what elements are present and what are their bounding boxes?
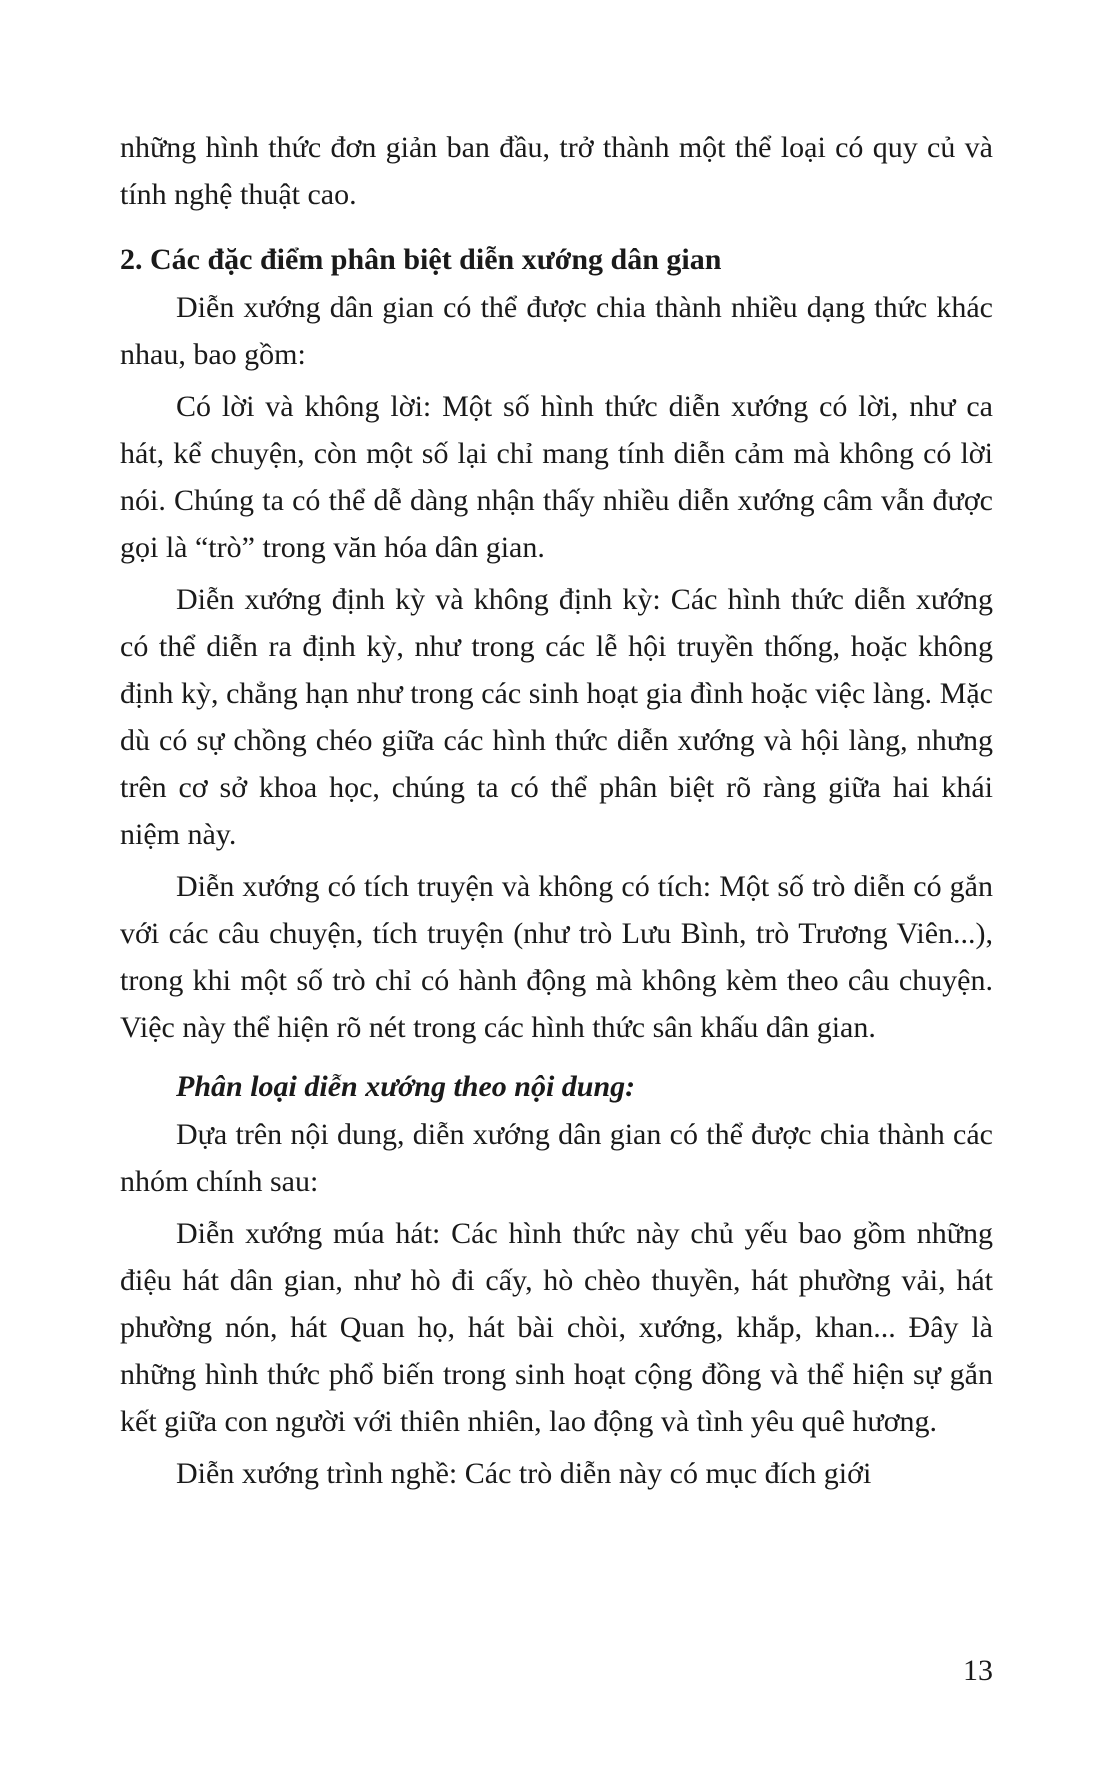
paragraph-content-groups: Dựa trên nội dung, diễn xướng dân gian có thể được chia thành các nhóm chính sau:	[120, 1118, 993, 1198]
paragraph-periodic: Diễn xướng định kỳ và không định kỳ: Các hình thức diễn xướng có thể diễn ra định kỳ, như trong các lễ hội truyền thống, hoặc không định kỳ, chẳng hạn như trong các sinh hoạt gia đình hoặc việc làng. Mặc dù có sự chồng chéo giữa các hình thức diễn xướng và hội làng, nhưng trên cơ sở khoa học, chúng ta có thể phân biệt rõ ràng giữa hai khái niệm này.	[120, 583, 993, 851]
section-heading: 2. Các đặc điểm phân biệt diễn xướng dân gian	[120, 243, 722, 276]
paragraph-dance-song: Diễn xướng múa hát: Các hình thức này chủ yếu bao gồm những điệu hát dân gian, như hò đi cấy, hò chèo thuyền, hát phường vải, hát phường nón, hát Quan họ, hát bài chòi, xướng, khắp, khan... Đây là những hình thức phổ biến trong sinh hoạt cộng đồng và thể hiện sự gắn kết giữa con người với thiên nhiên, lao động và tình yêu quê hương.	[120, 1217, 993, 1438]
paragraph-craft: Diễn xướng trình nghề: Các trò diễn này có mục đích giới	[176, 1457, 872, 1490]
intro-paragraph: những hình thức đơn giản ban đầu, trở thành một thể loại có quy củ và tính nghệ thuật cao.	[120, 131, 993, 211]
paragraph-forms: Diễn xướng dân gian có thể được chia thành nhiều dạng thức khác nhau, bao gồm:	[120, 291, 993, 371]
page-body	[120, 124, 993, 1497]
page-number: 13	[963, 1654, 993, 1687]
subsection-heading: Phân loại diễn xướng theo nội dung:	[176, 1070, 636, 1103]
paragraph-narrative: Diễn xướng có tích truyện và không có tích: Một số trò diễn có gắn với các câu chuyện, tích truyện (như trò Lưu Bình, trò Trương Viên...), trong khi một số trò chỉ có hành động mà không kèm theo câu chuyện. Việc này thể hiện rõ nét trong các hình thức sân khấu dân gian.	[120, 870, 993, 1044]
paragraph-verbal-nonverbal: Có lời và không lời: Một số hình thức diễn xướng có lời, như ca hát, kể chuyện, còn một số lại chỉ mang tính diễn cảm mà không có lời nói. Chúng ta có thể dễ dàng nhận thấy nhiều diễn xướng câm vẫn được gọi là “trò” trong văn hóa dân gian.	[120, 390, 993, 564]
